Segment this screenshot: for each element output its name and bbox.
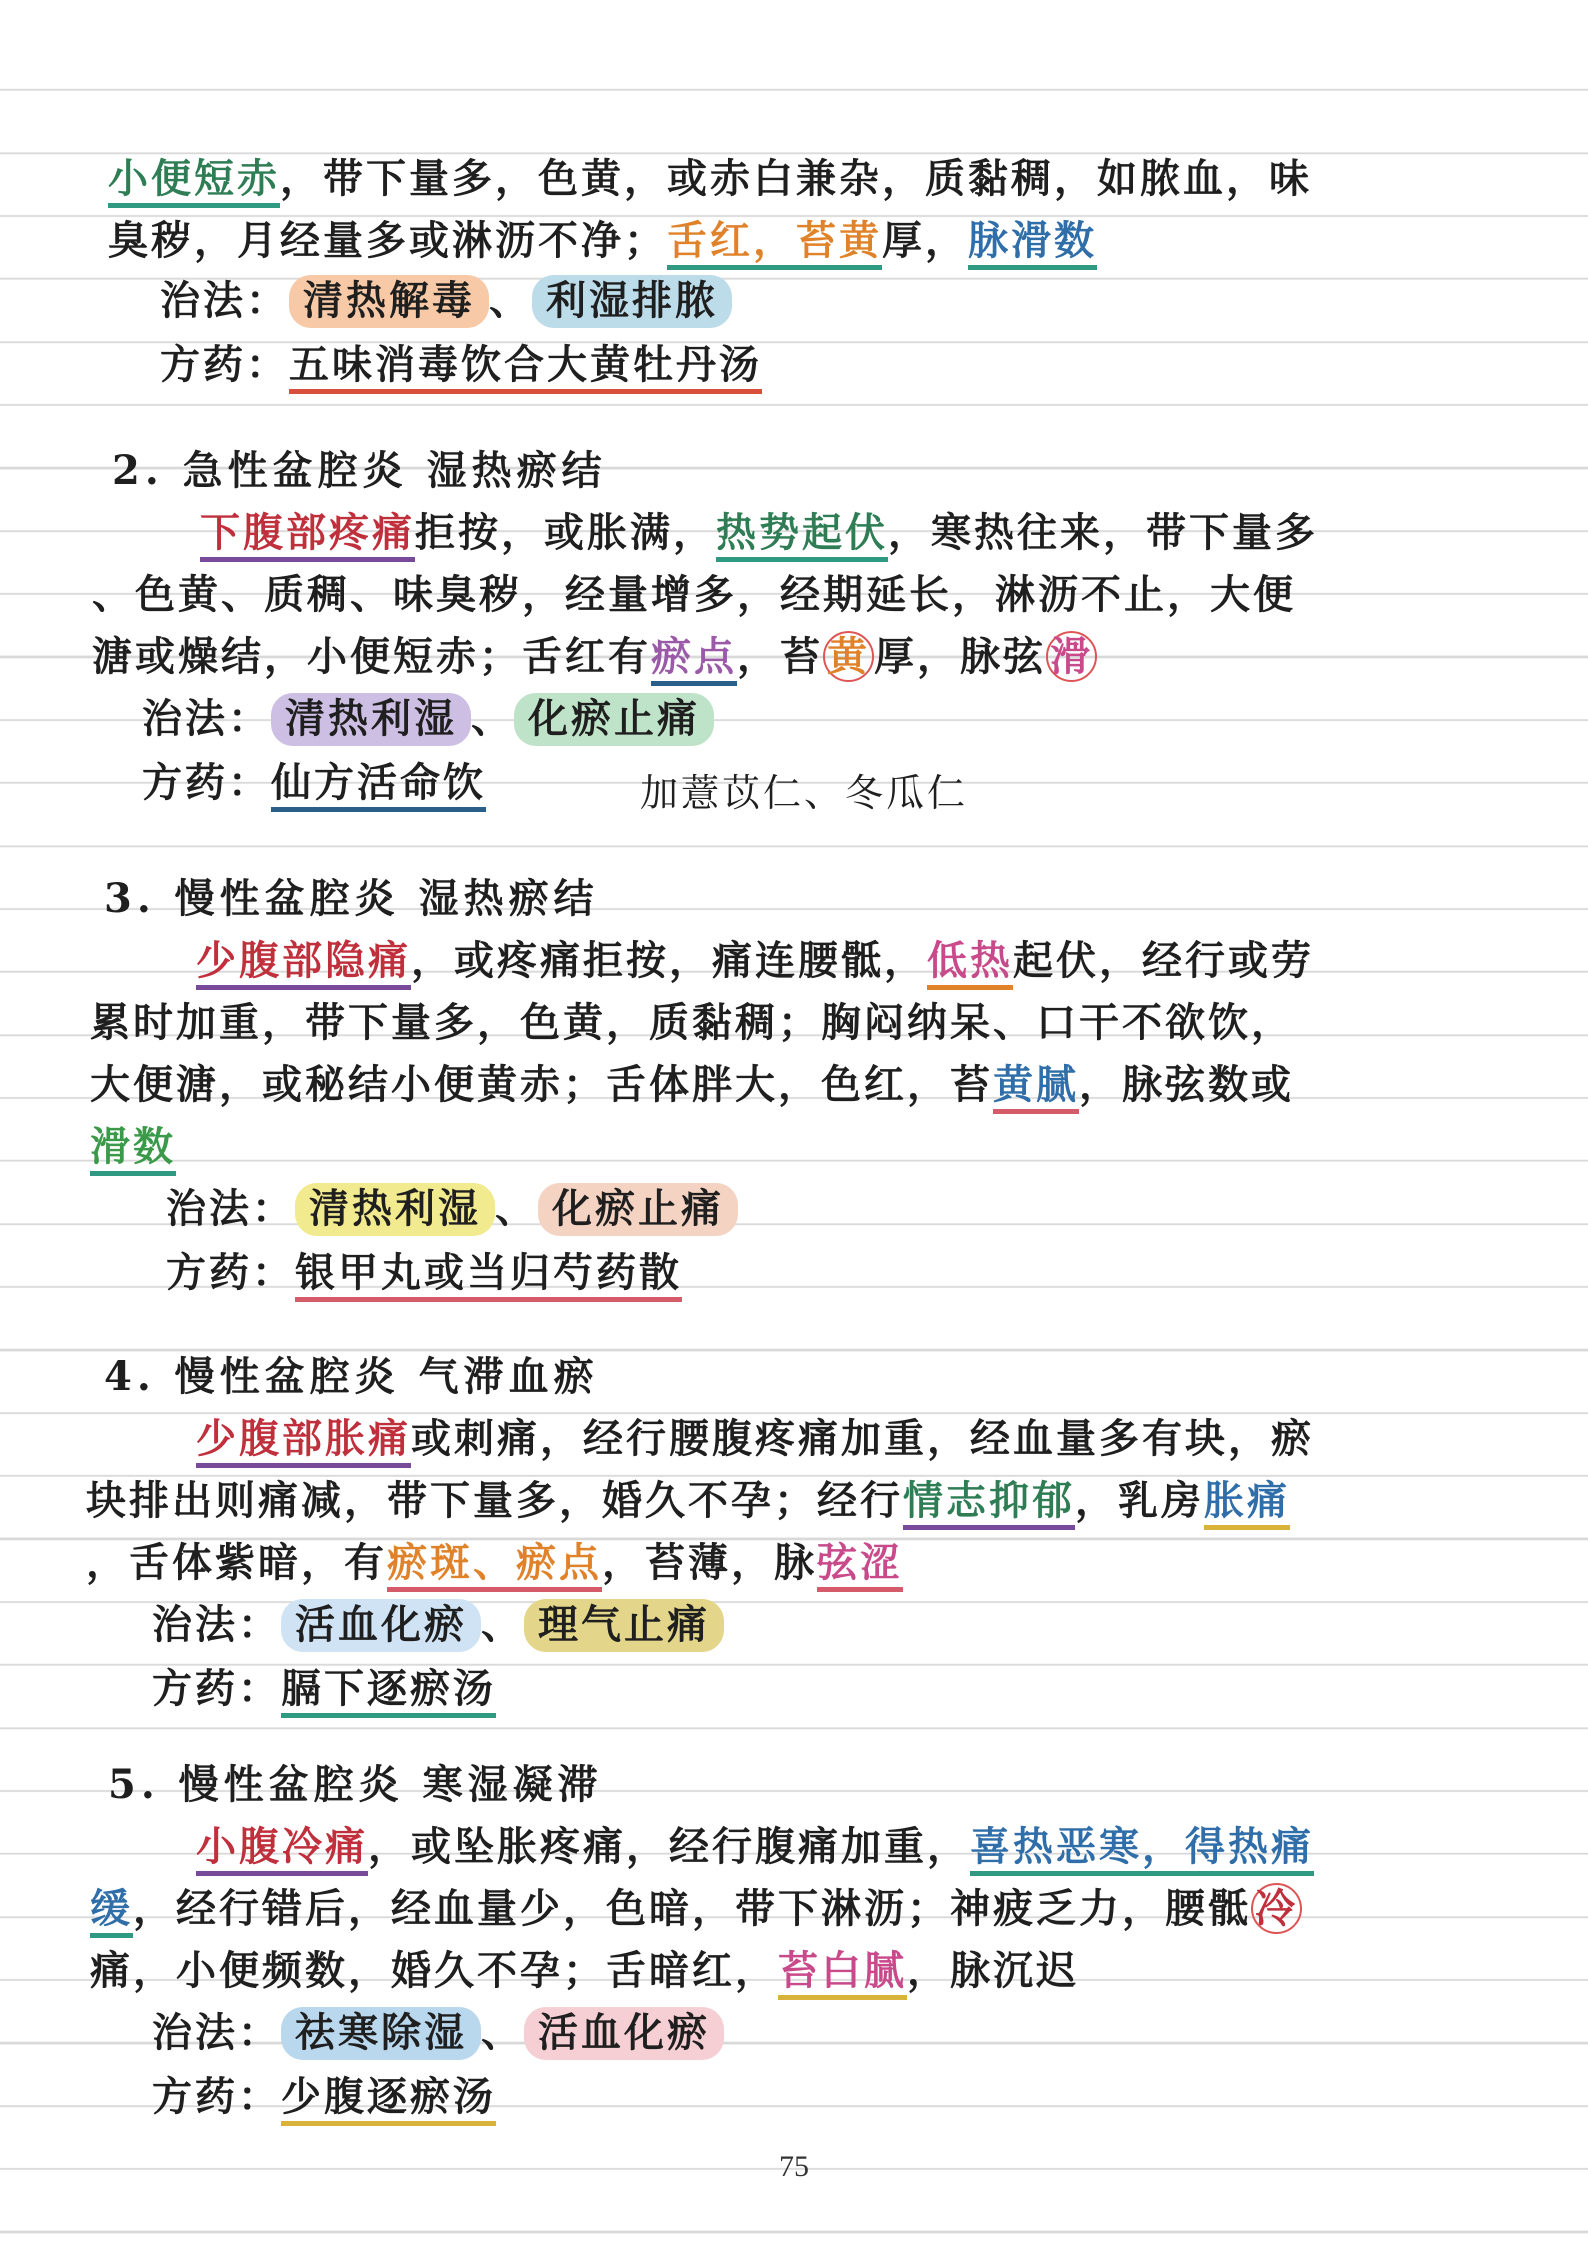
- fangyao-label: 方药：: [152, 2073, 281, 2120]
- text: ，带下量多，色黄，或赤白兼杂，质黏稠，如脓血，味: [280, 155, 1312, 202]
- text: ，寒热往来，带下量多: [888, 509, 1318, 556]
- zhifa-item-1: 清热利湿: [295, 1183, 495, 1236]
- text: ，或坠胀疼痛，经行腹痛加重，: [368, 1823, 970, 1870]
- mark-fever: 热势起伏: [716, 509, 888, 562]
- mark-breast: 胀痛: [1204, 1477, 1290, 1530]
- fangyao-formula: 五味消毒饮合大黄牡丹汤: [289, 341, 762, 394]
- mark-yuban: 瘀斑、瘀点: [387, 1539, 602, 1592]
- mark-huan: 缓: [90, 1885, 133, 1938]
- mark-huashu: 滑数: [90, 1123, 176, 1176]
- zhifa-item-1: 清热利湿: [271, 693, 471, 746]
- mark-emotion: 情志抑郁: [903, 1477, 1075, 1530]
- text: ，苔薄，脉: [602, 1539, 817, 1586]
- text: ，经行错后，经血量少，色暗，带下淋沥；神疲乏力，腰骶: [133, 1885, 1251, 1932]
- mark-yudian: 瘀点: [651, 633, 737, 686]
- s4-zhifa: [152, 1594, 724, 1656]
- text: 厚，脉弦: [874, 633, 1046, 680]
- sep: 、: [489, 277, 532, 324]
- mark-pulse: 脉滑数: [968, 217, 1097, 270]
- text: 或刺痛，经行腰腹疼痛加重，经血量多有块，瘀: [411, 1415, 1314, 1462]
- page-number: 75: [779, 2150, 809, 2183]
- s5-zhifa: [152, 2002, 724, 2064]
- s3-line-3: [90, 1054, 1294, 1116]
- fangyao-formula: 膈下逐瘀汤: [281, 1665, 496, 1718]
- text: ，脉弦数或: [1079, 1061, 1294, 1108]
- fangyao-label: 方药：: [160, 341, 289, 388]
- s5-title: 5. 慢性盆腔炎 寒湿凝滞: [108, 1761, 603, 1808]
- mark-xiaobian-duanchi: 小便短赤: [108, 155, 280, 208]
- text: 大便溏，或秘结小便黄赤；舌体胖大，色红，苔: [90, 1061, 993, 1108]
- mark-leng-circle: 冷: [1251, 1883, 1302, 1934]
- fangyao-label: 方药：: [152, 1665, 281, 1712]
- s2-line-2: 、色黄、质稠、味臭秽，经量增多，经期延长，淋沥不止，大便: [92, 571, 1296, 618]
- s2-fangyao-add: 加薏苡仁、冬瓜仁: [640, 771, 969, 815]
- mark-symptom: 少腹部隐痛: [196, 937, 411, 990]
- s1-line-2: [108, 210, 1097, 272]
- mark-symptom: 少腹部胀痛: [196, 1415, 411, 1468]
- sep: 、: [481, 1601, 524, 1648]
- sep: 、: [471, 695, 514, 742]
- s4-line-2: [86, 1470, 1290, 1532]
- zhifa-item-2: 活血化瘀: [524, 2007, 724, 2060]
- fangyao-label: 方药：: [142, 759, 271, 806]
- s3-fangyao: [166, 1242, 682, 1304]
- text: 拒按，或胀满，: [415, 509, 716, 556]
- s2-title: 2. 急性盆腔炎 湿热瘀结: [112, 447, 607, 494]
- fangyao-formula: 少腹逐瘀汤: [281, 2073, 496, 2126]
- s1-zhifa: [160, 270, 732, 332]
- text: 溏或燥结，小便短赤；舌红有: [92, 633, 651, 680]
- s4-line-3: [86, 1532, 903, 1594]
- text: ，脉沉迟: [907, 1947, 1079, 1994]
- s2-zhifa: [142, 688, 714, 750]
- text: ，或疼痛拒按，痛连腰骶，: [411, 937, 927, 984]
- s3-line-4: [90, 1116, 176, 1178]
- zhifa-item-1: 祛寒除湿: [281, 2007, 481, 2060]
- text: 臭秽，月经量多或淋沥不净；: [108, 217, 667, 264]
- s3-zhifa: [166, 1178, 738, 1240]
- s4-line-1: [196, 1408, 1314, 1470]
- s1-fangyao: [160, 334, 762, 396]
- text: 起伏，经行或劳: [1013, 937, 1314, 984]
- s5-line-3: [90, 1940, 1079, 2002]
- mark-dire: 低热: [927, 937, 1013, 990]
- mark-symptom: 下腹部疼痛: [200, 509, 415, 562]
- sep: 、: [495, 1185, 538, 1232]
- mark-baini: 苔白腻: [778, 1947, 907, 2000]
- zhifa-item-2: 化瘀止痛: [538, 1183, 738, 1236]
- s5-line-1: [196, 1816, 1314, 1878]
- sep: 、: [481, 2009, 524, 2056]
- s2-line-3: [92, 626, 1097, 688]
- s3-line-1: [196, 930, 1314, 992]
- s2-line-1: [200, 502, 1318, 564]
- zhifa-label: 治法：: [160, 277, 289, 324]
- fangyao-formula: 银甲丸或当归芍药散: [295, 1249, 682, 1302]
- mark-huangni: 黄腻: [993, 1061, 1079, 1114]
- s5-line-2: [90, 1878, 1302, 1940]
- s5-fangyao: [152, 2066, 496, 2128]
- fangyao-label: 方药：: [166, 1249, 295, 1296]
- zhifa-label: 治法：: [152, 1601, 281, 1648]
- mark-warmth: 喜热恶寒，得热痛: [970, 1823, 1314, 1876]
- text: ，苔: [737, 633, 823, 680]
- s4-fangyao: [152, 1658, 496, 1720]
- mark-xianse: 弦涩: [817, 1539, 903, 1592]
- fangyao-formula: 仙方活命饮: [271, 759, 486, 812]
- mark-tongue: 舌红，苔黄: [667, 217, 882, 270]
- zhifa-item-2: 理气止痛: [524, 1599, 724, 1652]
- zhifa-label: 治法：: [152, 2009, 281, 2056]
- mark-huang-circle: 黄: [823, 631, 874, 682]
- text: 厚，: [882, 217, 968, 264]
- mark-hua-circle: 滑: [1046, 631, 1097, 682]
- zhifa-item-2: 利湿排脓: [532, 275, 732, 328]
- s3-title: 3. 慢性盆腔炎 湿热瘀结: [104, 875, 599, 922]
- s3-line-2: 累时加重，带下量多，色黄，质黏稠；胸闷纳呆、口干不欲饮，: [90, 999, 1294, 1046]
- text: ，乳房: [1075, 1477, 1204, 1524]
- zhifa-label: 治法：: [166, 1185, 295, 1232]
- s4-title: 4. 慢性盆腔炎 气滞血瘀: [104, 1353, 599, 1400]
- mark-symptom: 小腹冷痛: [196, 1823, 368, 1876]
- zhifa-label: 治法：: [142, 695, 271, 742]
- s2-fangyao: [142, 752, 486, 814]
- zhifa-item-1: 清热解毒: [289, 275, 489, 328]
- s1-line-1: [108, 148, 1312, 210]
- text: 痛，小便频数，婚久不孕；舌暗红，: [90, 1947, 778, 1994]
- zhifa-item-1: 活血化瘀: [281, 1599, 481, 1652]
- text: ，舌体紫暗，有: [86, 1539, 387, 1586]
- text: 块排出则痛减，带下量多，婚久不孕；经行: [86, 1477, 903, 1524]
- zhifa-item-2: 化瘀止痛: [514, 693, 714, 746]
